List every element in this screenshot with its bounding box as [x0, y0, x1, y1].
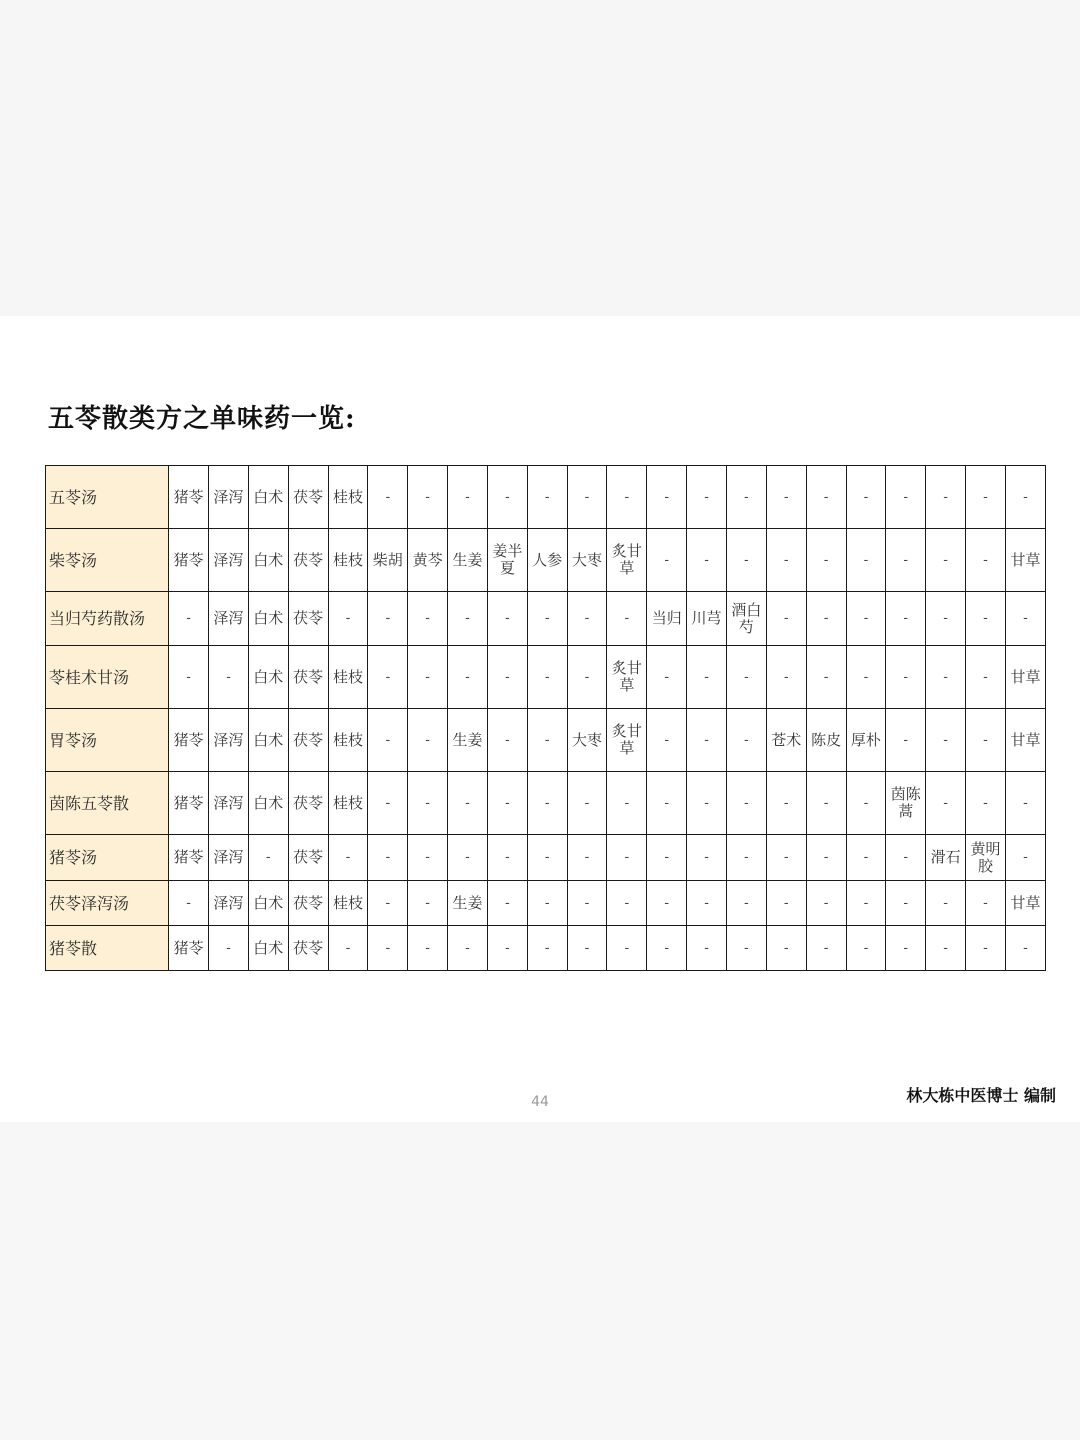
herb-cell: - [328, 835, 368, 881]
herb-cell: - [1005, 835, 1045, 881]
herb-cell: - [487, 466, 527, 529]
herb-cell: - [806, 466, 846, 529]
herb-cell: - [966, 926, 1006, 971]
herb-cell: - [487, 835, 527, 881]
herb-cell: - [487, 772, 527, 835]
table-row [46, 835, 1046, 881]
herb-cell: - [886, 466, 926, 529]
herb-cell: 炙甘草 [607, 709, 647, 772]
table-row [46, 646, 1046, 709]
herb-cell: - [926, 709, 966, 772]
herb-cell: - [408, 772, 448, 835]
herb-cell: - [926, 881, 966, 926]
herb-cell: - [487, 926, 527, 971]
herb-cell: 黄明胶 [966, 835, 1006, 881]
herb-cell: - [846, 881, 886, 926]
table-row [46, 926, 1046, 971]
author-credit: 林大栋中医博士 编制 [906, 1086, 1056, 1105]
herb-cell: - [527, 646, 567, 709]
herb-cell: - [926, 529, 966, 592]
herb-cell: 白术 [248, 466, 288, 529]
herb-cell: 川芎 [687, 592, 727, 646]
herb-cell: - [647, 881, 687, 926]
herb-cell: - [726, 466, 766, 529]
herb-cell: - [647, 646, 687, 709]
herb-cell: - [448, 772, 488, 835]
herb-cell: - [806, 881, 846, 926]
herb-cell: - [1005, 926, 1045, 971]
herb-cell: - [607, 881, 647, 926]
table-row [46, 529, 1046, 592]
herb-cell: - [886, 646, 926, 709]
herb-cell: - [647, 926, 687, 971]
herb-cell: 大枣 [567, 529, 607, 592]
herb-cell: 茯苓 [288, 709, 328, 772]
herb-cell: - [169, 646, 209, 709]
herb-cell: - [527, 709, 567, 772]
formula-name: 猪苓散 [46, 926, 169, 971]
herb-cell: - [846, 466, 886, 529]
herb-cell: 猪苓 [169, 709, 209, 772]
table-row [46, 881, 1046, 926]
herb-cell: - [647, 772, 687, 835]
herb-cell: - [726, 835, 766, 881]
herb-cell: - [567, 772, 607, 835]
herb-cell: - [448, 835, 488, 881]
herb-cell: 炙甘草 [607, 529, 647, 592]
table-row [46, 466, 1046, 529]
herb-cell: - [726, 646, 766, 709]
herb-cell: - [448, 466, 488, 529]
herb-cell: 桂枝 [328, 529, 368, 592]
herb-cell: - [926, 926, 966, 971]
herb-cell: 茯苓 [288, 772, 328, 835]
herb-cell: - [647, 529, 687, 592]
herb-cell: 白术 [248, 772, 288, 835]
herb-cell: - [368, 881, 408, 926]
herb-cell: 滑石 [926, 835, 966, 881]
herb-cell: - [368, 772, 408, 835]
herb-cell: 白术 [248, 529, 288, 592]
herb-cell: 桂枝 [328, 881, 368, 926]
herb-cell: 泽泻 [209, 709, 249, 772]
herb-cell: 桂枝 [328, 466, 368, 529]
herb-cell: - [886, 926, 926, 971]
herb-cell: - [846, 926, 886, 971]
herb-cell: - [886, 529, 926, 592]
herb-cell: 猪苓 [169, 466, 209, 529]
herb-cell: - [487, 592, 527, 646]
herb-cell: - [966, 772, 1006, 835]
herb-cell: - [766, 466, 806, 529]
herb-cell: - [567, 835, 607, 881]
herb-cell: - [408, 646, 448, 709]
herb-cell: - [527, 835, 567, 881]
formula-name: 苓桂术甘汤 [46, 646, 169, 709]
herb-cell: - [926, 646, 966, 709]
herb-cell: - [448, 592, 488, 646]
herb-cell: - [846, 592, 886, 646]
herb-cell: - [846, 529, 886, 592]
herb-cell: 桂枝 [328, 709, 368, 772]
formula-name: 胃苓汤 [46, 709, 169, 772]
herb-cell: 当归 [647, 592, 687, 646]
herb-cell: - [726, 529, 766, 592]
herb-cell: 茯苓 [288, 646, 328, 709]
herb-cell: - [408, 926, 448, 971]
page-title: 五苓散类方之单味药一览: [48, 404, 356, 434]
herb-cell: 泽泻 [209, 529, 249, 592]
herb-cell: - [806, 772, 846, 835]
herb-cell: - [966, 529, 1006, 592]
herb-cell: - [527, 466, 567, 529]
formula-name: 茵陈五苓散 [46, 772, 169, 835]
table-row [46, 772, 1046, 835]
herb-cell: 白术 [248, 646, 288, 709]
herb-cell: - [527, 592, 567, 646]
herb-cell: - [806, 529, 846, 592]
herb-cell: 白术 [248, 592, 288, 646]
formula-name: 五苓汤 [46, 466, 169, 529]
herb-cell: - [766, 926, 806, 971]
herb-cell: - [527, 772, 567, 835]
herb-cell: - [487, 881, 527, 926]
herb-cell: 桂枝 [328, 772, 368, 835]
table-row [46, 709, 1046, 772]
herb-cell: 泽泻 [209, 592, 249, 646]
herb-cell: - [886, 835, 926, 881]
herb-cell: - [726, 709, 766, 772]
herb-cell: - [607, 926, 647, 971]
herb-cell: 泽泻 [209, 772, 249, 835]
herb-cell: - [687, 772, 727, 835]
herb-cell: 甘草 [1005, 709, 1045, 772]
herb-cell: - [846, 646, 886, 709]
herb-cell: 茯苓 [288, 881, 328, 926]
herb-cell: 甘草 [1005, 881, 1045, 926]
herb-cell: - [966, 881, 1006, 926]
formula-name: 猪苓汤 [46, 835, 169, 881]
herb-cell: 人参 [527, 529, 567, 592]
herb-cell: 姜半夏 [487, 529, 527, 592]
herb-cell: - [408, 835, 448, 881]
herb-cell: - [766, 529, 806, 592]
herb-cell: 柴胡 [368, 529, 408, 592]
top-margin [0, 0, 1080, 316]
herb-cell: - [408, 466, 448, 529]
herb-cell: 苍术 [766, 709, 806, 772]
herb-cell: 泽泻 [209, 835, 249, 881]
herb-cell: - [806, 926, 846, 971]
herb-cell: 桂枝 [328, 646, 368, 709]
herb-cell: - [806, 835, 846, 881]
herb-cell: - [726, 881, 766, 926]
herb-cell: 茯苓 [288, 926, 328, 971]
herb-cell: - [766, 835, 806, 881]
herb-cell: - [567, 646, 607, 709]
herb-cell: 厚朴 [846, 709, 886, 772]
herb-cell: - [408, 709, 448, 772]
herb-cell: - [248, 835, 288, 881]
herb-cell: - [607, 592, 647, 646]
herb-cell: - [886, 881, 926, 926]
formula-name: 柴苓汤 [46, 529, 169, 592]
herb-cell: - [1005, 592, 1045, 646]
herb-cell: - [966, 709, 1006, 772]
herb-cell: - [846, 835, 886, 881]
herb-cell: - [687, 709, 727, 772]
herb-cell: - [368, 835, 408, 881]
herb-cell: - [726, 926, 766, 971]
herb-table [45, 465, 1046, 971]
herb-cell: 陈皮 [806, 709, 846, 772]
herb-cell: 白术 [248, 709, 288, 772]
herb-cell: - [966, 466, 1006, 529]
page-number: 44 [531, 1094, 549, 1110]
herb-cell: 甘草 [1005, 529, 1045, 592]
herb-cell: - [687, 835, 727, 881]
herb-cell: 泽泻 [209, 466, 249, 529]
herb-cell: - [966, 592, 1006, 646]
herb-cell: - [726, 772, 766, 835]
herb-cell: - [687, 646, 727, 709]
herb-cell: - [766, 646, 806, 709]
herb-cell: - [328, 592, 368, 646]
herb-cell: - [1005, 466, 1045, 529]
herb-cell: - [209, 646, 249, 709]
herb-cell: - [408, 881, 448, 926]
herb-cell: - [687, 926, 727, 971]
herb-cell: - [647, 466, 687, 529]
herb-cell: - [209, 926, 249, 971]
herb-cell: 泽泻 [209, 881, 249, 926]
formula-name: 茯苓泽泻汤 [46, 881, 169, 926]
herb-cell: 生姜 [448, 709, 488, 772]
herb-cell: 茯苓 [288, 835, 328, 881]
table-row [46, 592, 1046, 646]
herb-cell: - [567, 592, 607, 646]
herb-cell: - [926, 772, 966, 835]
herb-cell: - [448, 646, 488, 709]
herb-cell: - [647, 709, 687, 772]
herb-cell: 白术 [248, 881, 288, 926]
herb-cell: 猪苓 [169, 529, 209, 592]
herb-cell: - [567, 926, 607, 971]
herb-cell: - [806, 592, 846, 646]
herb-cell: - [527, 926, 567, 971]
herb-cell: - [448, 926, 488, 971]
herb-cell: - [368, 592, 408, 646]
herb-cell: - [846, 772, 886, 835]
bottom-margin [0, 1122, 1080, 1440]
herb-cell: 黄芩 [408, 529, 448, 592]
herb-cell: - [926, 592, 966, 646]
herb-cell: - [886, 592, 926, 646]
herb-cell: - [408, 592, 448, 646]
herb-cell: - [886, 709, 926, 772]
herb-cell: - [766, 881, 806, 926]
herb-cell: - [687, 529, 727, 592]
herb-cell: 大枣 [567, 709, 607, 772]
herb-cell: - [607, 772, 647, 835]
herb-cell: 甘草 [1005, 646, 1045, 709]
herb-cell: - [806, 646, 846, 709]
herb-cell: 茯苓 [288, 592, 328, 646]
herb-cell: - [368, 709, 408, 772]
herb-cell: 猪苓 [169, 772, 209, 835]
herb-cell: - [766, 772, 806, 835]
herb-cell: - [687, 466, 727, 529]
herb-cell: - [487, 709, 527, 772]
herb-cell: - [1005, 772, 1045, 835]
herb-cell: - [607, 466, 647, 529]
herb-cell: - [328, 926, 368, 971]
formula-name: 当归芍药散汤 [46, 592, 169, 646]
herb-cell: - [368, 926, 408, 971]
herb-cell: - [368, 466, 408, 529]
herb-cell: 茵陈蒿 [886, 772, 926, 835]
herb-cell: 酒白芍 [726, 592, 766, 646]
herb-cell: 生姜 [448, 529, 488, 592]
herb-cell: 猪苓 [169, 926, 209, 971]
herb-cell: - [169, 881, 209, 926]
herb-cell: - [487, 646, 527, 709]
herb-cell: 猪苓 [169, 835, 209, 881]
herb-cell: - [567, 466, 607, 529]
herb-cell: 生姜 [448, 881, 488, 926]
herb-cell: 炙甘草 [607, 646, 647, 709]
herb-cell: 白术 [248, 926, 288, 971]
herb-cell: - [368, 646, 408, 709]
herb-cell: - [926, 466, 966, 529]
herb-cell: - [966, 646, 1006, 709]
herb-cell: - [567, 881, 607, 926]
herb-cell: 茯苓 [288, 529, 328, 592]
herb-cell: - [766, 592, 806, 646]
herb-cell: - [687, 881, 727, 926]
herb-cell: - [607, 835, 647, 881]
herb-cell: - [169, 592, 209, 646]
herb-cell: - [647, 835, 687, 881]
herb-cell: - [527, 881, 567, 926]
herb-cell: 茯苓 [288, 466, 328, 529]
